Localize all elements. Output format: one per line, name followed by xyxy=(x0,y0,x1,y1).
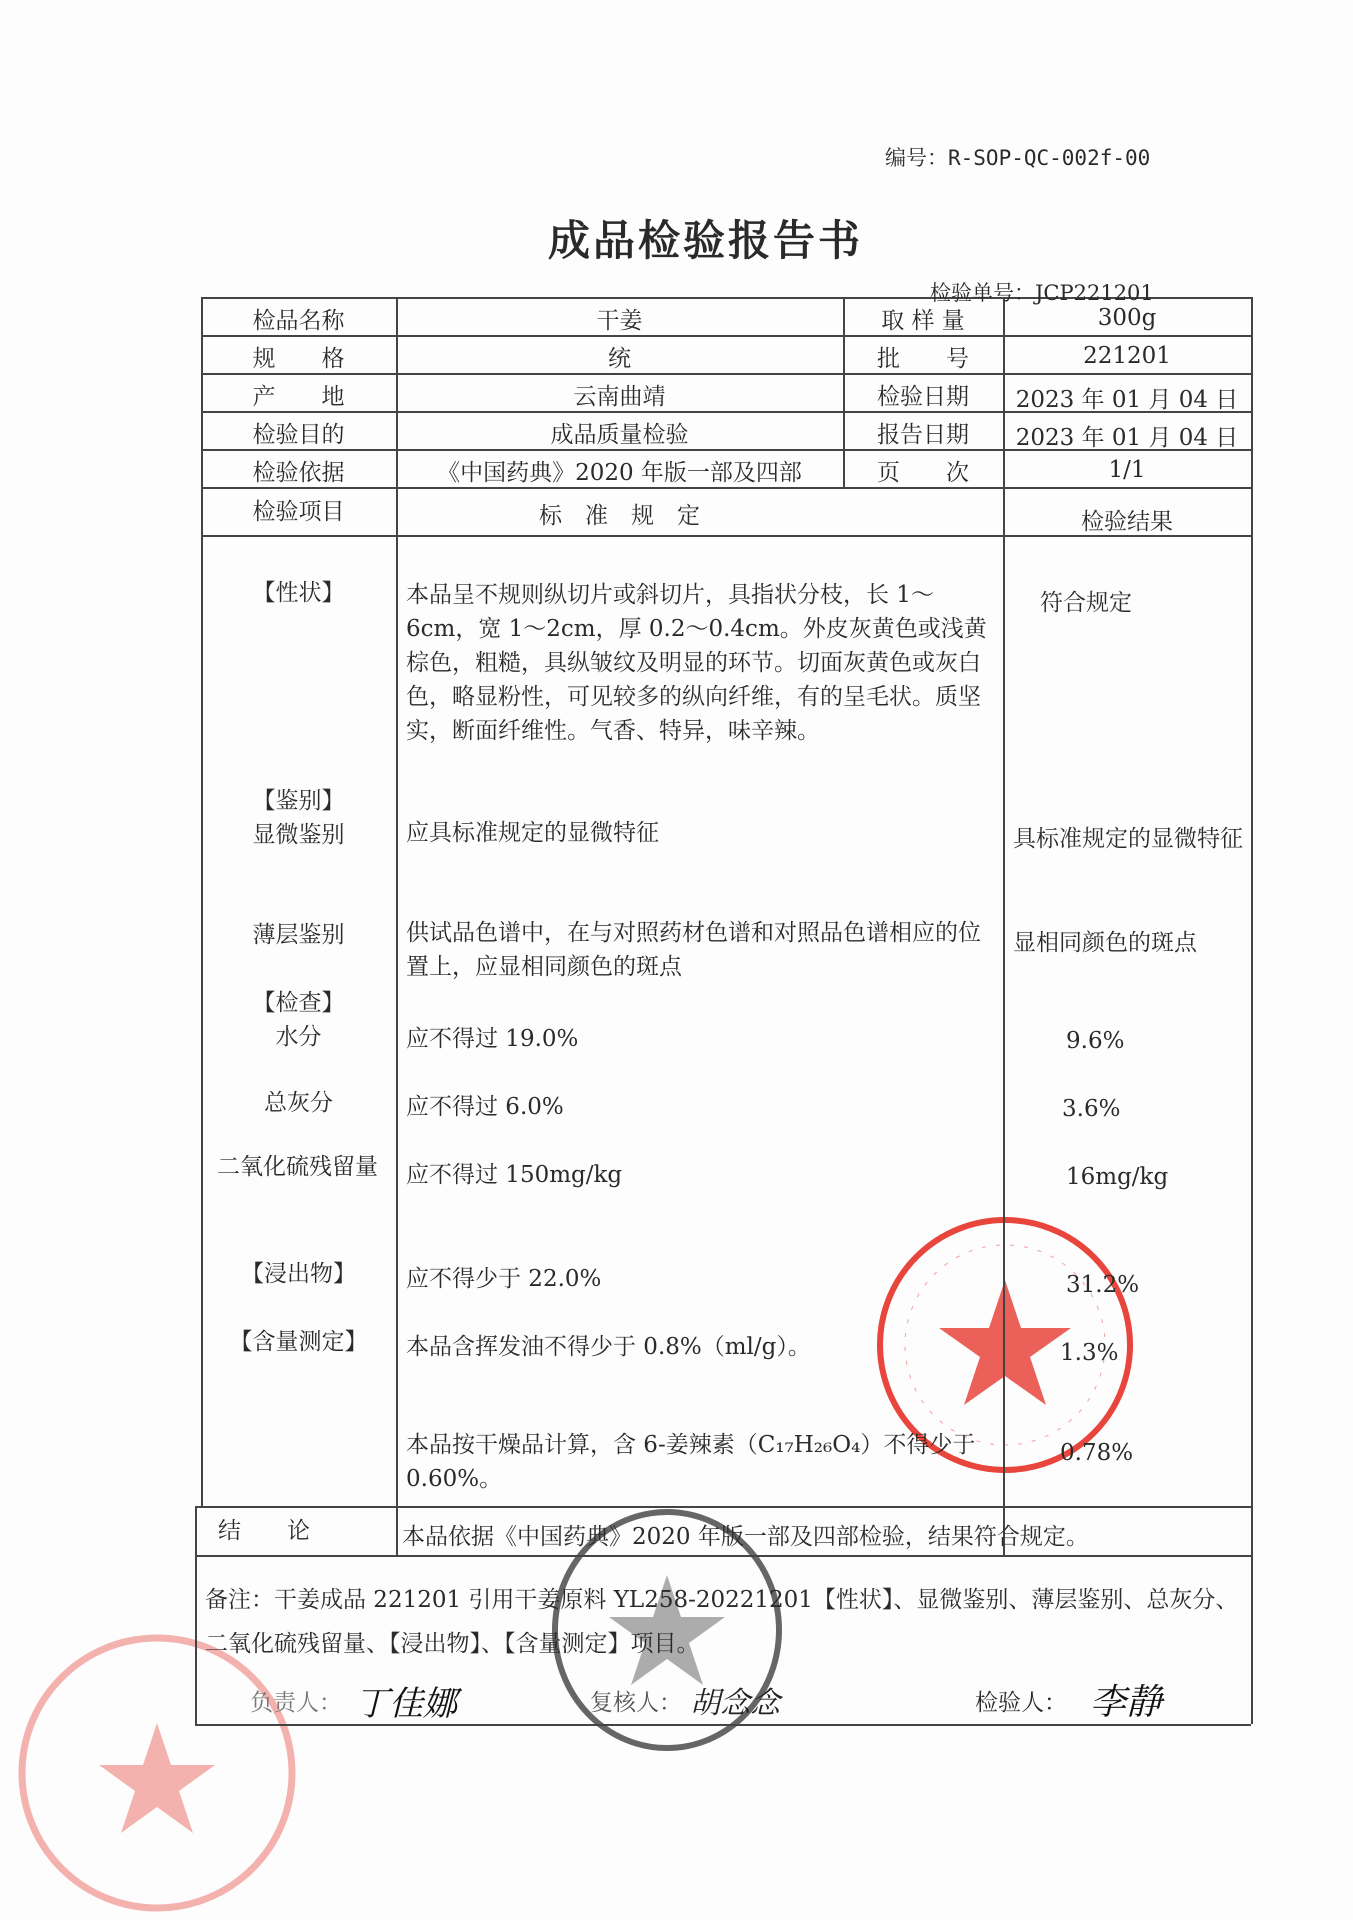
item-result: 符合规定 xyxy=(1040,590,1132,616)
item-group: 【检查】 xyxy=(252,990,345,1016)
column-standard: 标 准 规 定 xyxy=(539,503,700,529)
item-result: 显相同颜色的斑点 xyxy=(1013,930,1197,956)
label-page: 页 次 xyxy=(877,460,969,486)
label-batch: 批 号 xyxy=(877,346,969,372)
item-result: 9.6% xyxy=(1066,1028,1125,1054)
item-result: 0.78% xyxy=(1060,1440,1134,1466)
remarks: 备注：干姜成品 221201 引用干姜原料 YL258-20221201【性状】、显微鉴别、薄层鉴别、总灰分、二氧化硫残留量、【浸出物】、【含量测定】项目。 xyxy=(205,1587,1239,1657)
item-standard: 应不得过 150mg/kg xyxy=(406,1162,623,1188)
item-standard: 本品呈不规则纵切片或斜切片，具指状分枝，长 1～6cm，宽 1～2cm，厚 0.2～0.4cm。外皮灰黄色或浅黄棕色，粗糙，具纵皱纹及明显的环节。切面灰黄色或灰白色，略显粉性，可见较多的纵向纤维，有的呈毛状。质坚实，断面纤维性。气香、特异，味辛辣。 xyxy=(406,582,987,744)
value-page: 1/1 xyxy=(1108,457,1146,483)
responsible-label: 负责人： xyxy=(250,1690,342,1716)
item-label: 显微鉴别 xyxy=(252,822,345,848)
report-number: 检验单号：JCP221201 xyxy=(930,281,1154,305)
value-sample-name: 干姜 xyxy=(596,308,643,334)
value-batch: 221201 xyxy=(1083,343,1171,369)
item-label: 薄层鉴别 xyxy=(252,922,345,948)
item-standard: 本品含挥发油不得少于 0.8%（ml/g）。 xyxy=(406,1334,811,1360)
value-sample-qty: 300g xyxy=(1097,305,1157,331)
label-report-date: 报告日期 xyxy=(877,422,969,448)
item-standard: 供试品色谱中，在与对照药材色谱和对照品色谱相应的位置上，应显相同颜色的斑点 xyxy=(406,920,981,980)
item-standard: 本品按干燥品计算，含 6-姜辣素（C₁₇H₂₆O₄）不得少于 0.60%。 xyxy=(406,1432,976,1492)
item-label: 总灰分 xyxy=(264,1090,333,1116)
item-standard: 应不得过 19.0% xyxy=(406,1026,579,1052)
inspector-label: 检验人： xyxy=(975,1690,1067,1716)
document-number: 编号：R-SOP-QC-002f-00 xyxy=(885,146,1151,170)
value-test-date: 2023 年 01 月 04 日 xyxy=(1015,387,1239,413)
value-purpose: 成品质量检验 xyxy=(550,422,689,448)
reviewer-signature: 胡念念 xyxy=(690,1686,780,1721)
item-label: 水分 xyxy=(275,1024,322,1050)
label-spec: 规 格 xyxy=(252,346,345,372)
external-quality-stamp xyxy=(12,1628,302,1918)
conclusion-text: 本品依据《中国药典》2020 年版一部及四部检验，结果符合规定。 xyxy=(402,1524,1089,1550)
item-label: 【浸出物】 xyxy=(241,1261,356,1287)
column-item: 检验项目 xyxy=(252,499,345,525)
item-result: 1.3% xyxy=(1060,1340,1119,1366)
item-label: 二氧化硫残留量 xyxy=(217,1154,378,1180)
inspector-signature: 李静 xyxy=(1090,1682,1163,1723)
conclusion-label: 结 论 xyxy=(218,1518,310,1544)
page-title: 成品检验报告书 xyxy=(548,216,864,265)
item-standard: 应不得过 6.0% xyxy=(406,1094,564,1120)
label-origin: 产 地 xyxy=(252,384,345,410)
label-sample-name: 检品名称 xyxy=(252,308,345,334)
value-basis: 《中国药典》2020 年版一部及四部 xyxy=(437,460,802,486)
item-label: 【含量测定】 xyxy=(229,1329,368,1355)
item-result: 3.6% xyxy=(1062,1096,1121,1122)
value-report-date: 2023 年 01 月 04 日 xyxy=(1015,425,1239,451)
item-label: 【性状】 xyxy=(252,580,345,606)
item-result: 31.2% xyxy=(1066,1272,1140,1298)
item-result: 具标准规定的显微特征 xyxy=(1013,826,1243,852)
responsible-signature: 丁佳娜 xyxy=(355,1684,457,1724)
reviewer-label: 复核人： xyxy=(590,1690,682,1716)
item-standard: 应不得少于 22.0% xyxy=(406,1266,602,1292)
label-sample-qty: 取 样 量 xyxy=(881,308,965,334)
label-basis: 检验依据 xyxy=(252,460,345,486)
item-result: 16mg/kg xyxy=(1066,1164,1169,1190)
column-result: 检验结果 xyxy=(1081,509,1173,535)
label-test-date: 检验日期 xyxy=(877,384,969,410)
label-purpose: 检验目的 xyxy=(252,422,345,448)
value-spec: 统 xyxy=(608,346,631,372)
item-group: 【鉴别】 xyxy=(252,788,345,814)
item-standard: 应具标准规定的显微特征 xyxy=(406,820,659,846)
value-origin: 云南曲靖 xyxy=(573,384,666,410)
